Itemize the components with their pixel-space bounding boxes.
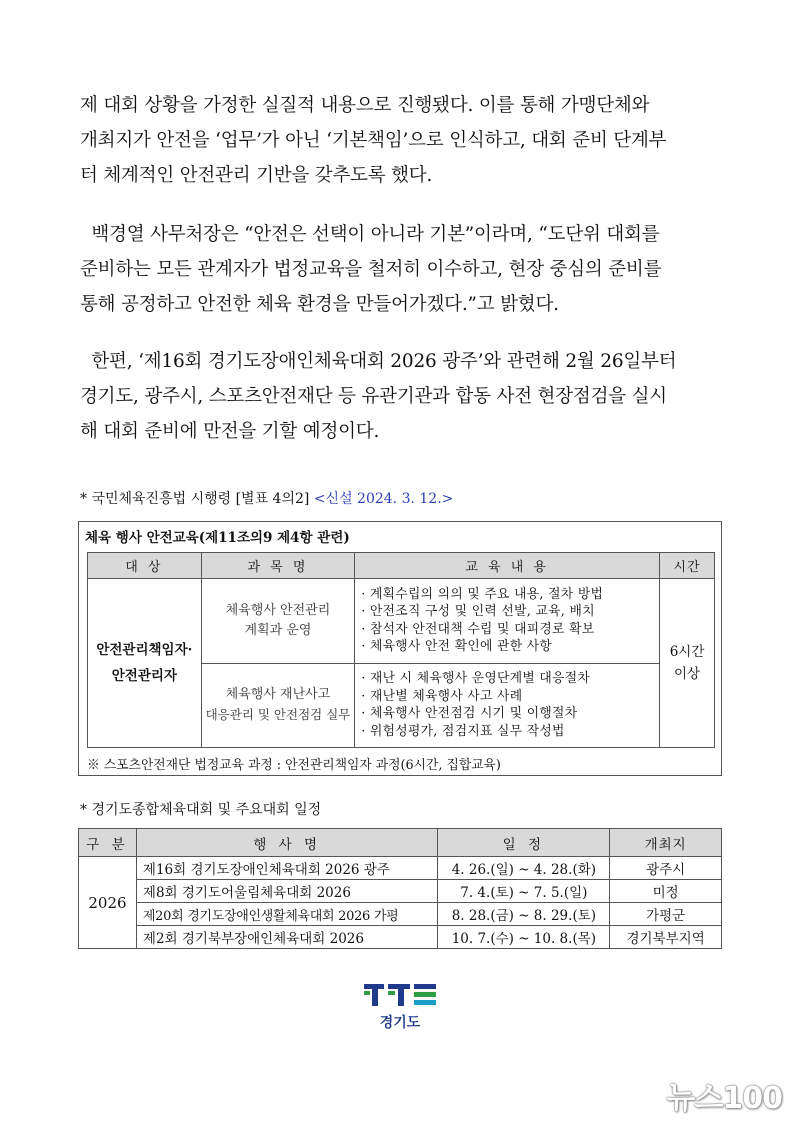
- date-cell: 7. 4.(토) ~ 7. 5.(일): [438, 880, 610, 903]
- event-cell: 제16회 경기도장애인체육대회 2026 광주: [136, 857, 438, 880]
- text-line: 해 대회 준비에 만전을 기할 예정이다.: [80, 421, 380, 442]
- table-row: [79, 926, 722, 949]
- enactment-date: <신설 2024. 3. 12.>: [313, 491, 454, 507]
- column-header: 일 정: [438, 829, 610, 857]
- table-row: [79, 880, 722, 903]
- column-header: 과 목 명: [201, 553, 355, 579]
- column-header: 행 사 명: [136, 829, 438, 857]
- text-line: 준비하는 모든 관계자가 법정교육을 철저히 이수하고, 현장 중심의 준비를: [80, 259, 662, 280]
- text-line: 터 체계적인 안전관리 기반을 갖추도록 했다.: [80, 165, 433, 186]
- time-cell: [660, 579, 715, 748]
- venue-cell: 가평군: [610, 903, 722, 926]
- safety-education-table-box: [78, 521, 722, 776]
- paragraph-1: [80, 88, 720, 193]
- column-header: 구 분: [79, 829, 137, 857]
- subject-cell: [201, 579, 355, 664]
- target-line: 안전관리자: [111, 668, 177, 684]
- column-header: 시간: [660, 553, 715, 579]
- table-header-row: [79, 829, 722, 857]
- time-line: 6시간: [669, 644, 705, 660]
- table-row: [88, 579, 715, 664]
- target-cell: [88, 579, 202, 748]
- target-line: 안전관리책임자·: [96, 642, 193, 658]
- text-line: 통해 공정하고 안전한 체육 환경을 만들어가겠다.”고 밝혔다.: [80, 294, 559, 315]
- date-cell: 10. 7.(수) ~ 10. 8.(목): [438, 926, 610, 949]
- column-header: 교 육 내 용: [355, 553, 660, 579]
- event-cell: 제8회 경기도어울림체육대회 2026: [136, 880, 438, 903]
- text-line: 한편, ‘제16회 경기도장애인체육대회 2026 광주’와 관련해 2월 26일부터: [80, 351, 677, 372]
- event-schedule-table: [78, 828, 722, 949]
- event-cell: 제2회 경기북부장애인체육대회 2026: [136, 926, 438, 949]
- subject-line: 계획과 운영: [244, 622, 312, 638]
- content-cell: [355, 579, 660, 664]
- column-header: 대 상: [88, 553, 202, 579]
- table-footnote: ※ 스포츠안전재단 법정교육 과정 : 안전관리책임자 과정(6시간, 집합교육): [87, 758, 501, 773]
- column-header: 개최지: [610, 829, 722, 857]
- content-item: · 체육행사 안전 확인에 관한 사항: [361, 639, 553, 655]
- logo-text: 경기도: [379, 1015, 421, 1031]
- subject-cell: [201, 663, 355, 748]
- venue-cell: 경기북부지역: [610, 926, 722, 949]
- time-line: 이상: [674, 666, 701, 682]
- subject-line: 체육행사 재난사고: [225, 687, 331, 703]
- text-line: 백경열 사무처장은 “안전은 선택이 아니라 기본”이라며, “도단위 대회를: [80, 224, 660, 245]
- content-item: · 계획수립의 의의 및 주요 내용, 절차 방법: [361, 586, 604, 602]
- content-item: · 안전조직 구성 및 인력 선발, 교육, 배치: [361, 604, 595, 620]
- event-cell: 제20회 경기도장애인생활체육대회 2026 가평: [136, 903, 438, 926]
- table-row: [79, 903, 722, 926]
- news-watermark: 뉴스100: [666, 1081, 782, 1116]
- venue-cell: 미정: [610, 880, 722, 903]
- logo-mark: [364, 984, 436, 1006]
- paragraph-2: [80, 217, 720, 322]
- date-cell: 4. 26.(일) ~ 4. 28.(화): [438, 857, 610, 880]
- text-line: 개최지가 안전을 ‘업무’가 아닌 ‘기본책임’으로 인식하고, 대회 준비 단계부: [80, 130, 667, 151]
- text-line: 경기도, 광주시, 스포츠안전재단 등 유관기관과 합동 사전 현장점검을 실시: [80, 386, 667, 407]
- date-cell: 8. 28.(금) ~ 8. 29.(토): [438, 903, 610, 926]
- law-reference-note: [80, 488, 453, 508]
- subject-line: 체육행사 안전관리: [225, 602, 331, 618]
- table-row: [79, 857, 722, 880]
- venue-cell: 광주시: [610, 857, 722, 880]
- content-cell: [355, 663, 660, 748]
- safety-education-table: [87, 552, 715, 748]
- text-line: 제 대회 상황을 가정한 실질적 내용으로 진행됐다. 이를 통해 가맹단체와: [80, 95, 650, 116]
- content-item: · 위험성평가, 점검지표 실무 작성법: [361, 723, 565, 739]
- subject-line: 대응관리 및 안전점검 실무: [205, 707, 351, 723]
- table-title: 체육 행사 안전교육(제11조의9 제4항 관련): [85, 530, 350, 546]
- paragraph-3: [80, 344, 720, 449]
- schedule-note: * 경기도종합체육대회 및 주요대회 일정: [80, 802, 322, 818]
- content-item: · 참석자 안전대책 수립 및 대피경로 확보: [361, 621, 595, 637]
- table-header-row: [88, 553, 715, 579]
- year-cell: 2026: [79, 857, 137, 949]
- content-item: · 재난별 체육행사 사고 사례: [361, 688, 523, 704]
- content-item: · 체육행사 안전점검 시기 및 이행절차: [361, 706, 578, 722]
- law-reference-text: * 국민체육진흥법 시행령 [별표 4의2]: [80, 491, 314, 507]
- content-item: · 재난 시 체육행사 운영단계별 대응절차: [361, 671, 591, 687]
